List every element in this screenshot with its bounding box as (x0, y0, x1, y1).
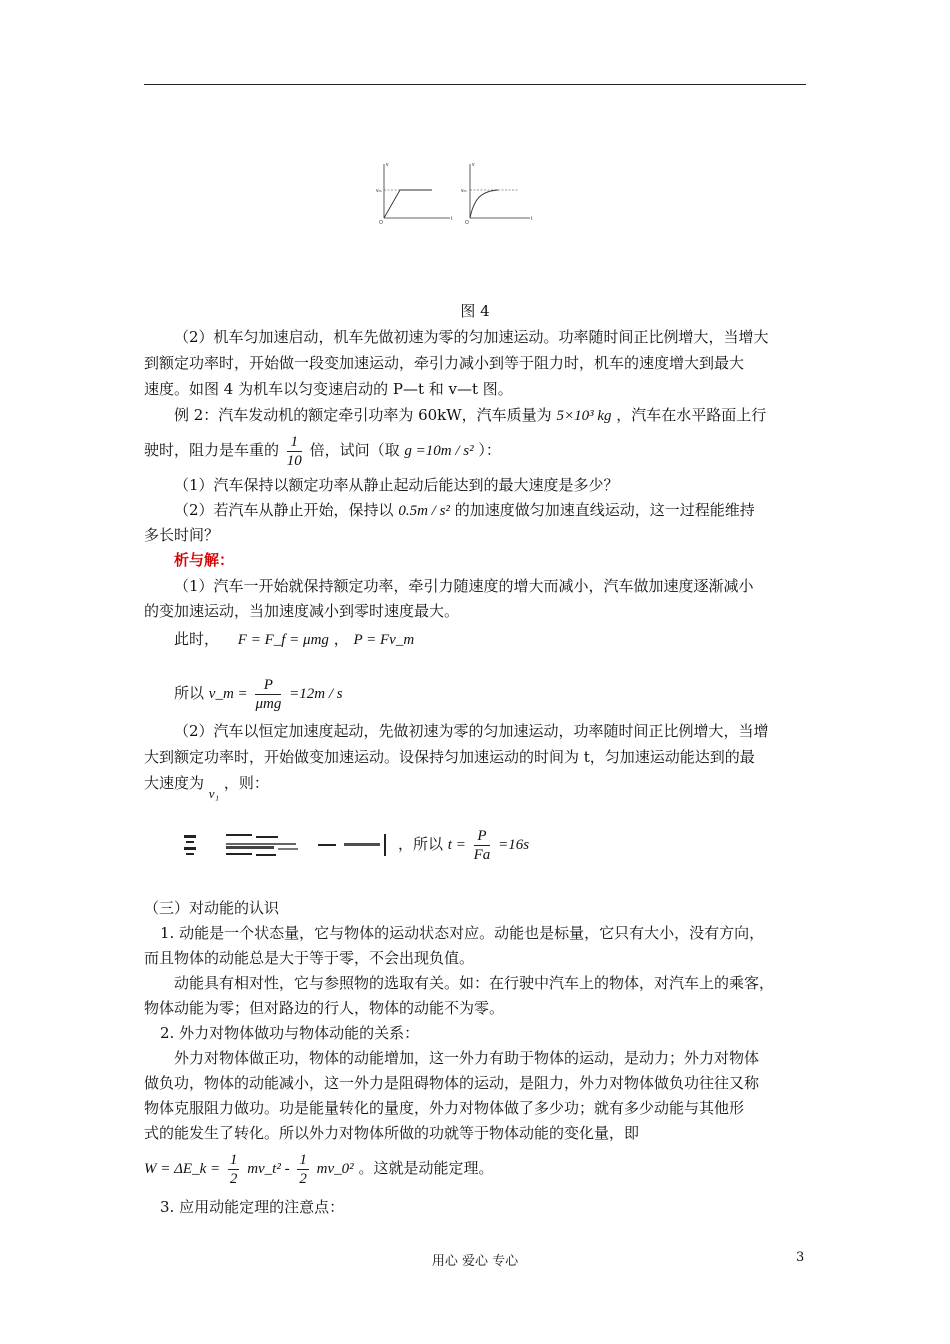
section3-title: （三）对动能的认识 (144, 899, 280, 917)
section3-p1-line2: 而且物体的动能总是大于等于零，不会出现负值。 (144, 949, 475, 967)
p-over-umg-fraction (255, 676, 281, 713)
section3-p5: 3. 应用动能定理的注意点： (160, 1198, 345, 1216)
one-tenth-fraction (287, 433, 302, 470)
left-graph (376, 162, 453, 226)
section3-p2-line2: 物体动能为零；但对路边的行人，物体的动能不为零。 (144, 999, 505, 1017)
answer2-text-b: ，则： (223, 774, 269, 792)
time-equation (398, 824, 529, 865)
vm-symbol: v_m = (208, 686, 248, 702)
para1-line1: （2）机车匀加速启动，机车先做初速为零的匀加速运动。功率随时间正比例增大，当增大 (174, 328, 769, 346)
mv-0-term: mv_0² (316, 1161, 354, 1177)
equation-line2 (174, 673, 343, 714)
fraction-denominator: 2 (229, 1170, 238, 1187)
answer2-line2: 大到额定功率时，开始做变加速运动。设保持匀加速运动的时间为 t，匀加速运动能达到的最 (144, 748, 755, 766)
section3-p4-line4: 式的能发生了转化。所以外力对物体所做的功就等于物体动能的变化量，即 (144, 1124, 640, 1142)
fraction-denominator: 2 (299, 1170, 307, 1187)
left-x-label: t (451, 216, 453, 222)
illegible-equation-system (180, 832, 390, 858)
accel-value: 0.5m / s² (398, 503, 450, 519)
power-equation: P = Fv_m (353, 632, 415, 648)
fraction-denominator: μmg (255, 695, 282, 712)
example-text-a: 例 2：汽车发动机的额定牵引功率为 60kW，汽车质量为 (174, 406, 552, 424)
half-fraction-2 (297, 1151, 309, 1188)
section3-p3: 2. 外力对物体做功与物体动能的关系： (160, 1024, 420, 1042)
footer-slogan: 用心 爱心 专心 (431, 1254, 519, 1269)
answer2-line1: （2）汽车以恒定加速度起动，先做初速为零的匀加速运动，功率随时间正比例增大，当增 (174, 722, 769, 740)
right-y-label: v (472, 162, 475, 168)
example-line2 (144, 430, 501, 471)
force-equation: F = F_f = μmg (237, 632, 329, 648)
figure-4-graphs (370, 160, 540, 228)
section3-p2-line1: 动能具有相对性，它与参照物的选取有关。如：在行驶中汽车上的物体，对汽车上的乘客， (174, 974, 775, 992)
section3-p4-line3: 物体克服阻力做功。功是能量转化的量度，外力对物体做了多少功；就有多少动能与其他形 (144, 1099, 745, 1117)
so-label: 所以 (174, 684, 205, 702)
example-text-c: 驶时，阻力是车重的 (144, 441, 280, 459)
t-result: =16s (498, 837, 530, 853)
g-value: g =10m / s² (404, 443, 474, 459)
right-val-label: vₘ (461, 188, 467, 194)
p-over-fa-fraction (474, 827, 491, 864)
t-symbol: t = (447, 837, 466, 853)
half-fraction-1 (228, 1151, 240, 1188)
mass-value: 5×10³ kg (556, 408, 612, 424)
left-val-label: vₘ (376, 188, 382, 194)
fraction-denominator: 10 (286, 452, 302, 469)
question-2-line1 (174, 499, 755, 522)
example-text-d: 倍，试问（取 (309, 441, 400, 459)
section3-p1-line1: 1. 动能是一个状态量，它与物体的运动状态对应。动能也是标量，它只有大小，没有方向， (160, 924, 765, 942)
left-origin: O (379, 220, 383, 226)
fraction-denominator: Fa (473, 846, 491, 863)
fraction-numerator: 1 (229, 1151, 238, 1168)
analysis-heading: 析与解： (174, 551, 235, 569)
question-2-text-b: 的加速度做匀加速直线运动，这一过程能维持 (454, 501, 755, 519)
theorem-lhs: W = ΔE_k = (144, 1161, 221, 1177)
figure-caption: 图 4 (460, 302, 490, 320)
answer2-line3 (144, 772, 269, 801)
right-origin: O (465, 220, 469, 226)
so-label-2: ，所以 (398, 835, 444, 853)
answer2-text-a: 大速度为 (144, 774, 205, 792)
left-y-label: v (386, 162, 389, 168)
equation-line1 (174, 628, 414, 651)
fraction-numerator: P (255, 676, 281, 695)
vm-result: =12m / s (289, 686, 343, 702)
page-number: 3 (796, 1250, 805, 1265)
section3-p4-line1: 外力对物体做正功，物体的动能增加，这一外力有助于物体的运动，是动力；外力对物体 (174, 1049, 760, 1067)
fraction-numerator: 1 (287, 433, 302, 452)
right-x-label: t (531, 216, 533, 222)
mv-t-term: mv_t² - (247, 1161, 290, 1177)
question-1: （1）汽车保持以额定功率从静止起动后能达到的最大速度是多少？ (174, 476, 619, 494)
fraction-numerator: P (474, 827, 491, 846)
answer1-line1: （1）汽车一开始就保持额定功率，牵引力随速度的增大而减小，汽车做加速度逐渐减小 (174, 577, 754, 595)
question-2-text-a: （2）若汽车从静止开始，保持以 (174, 501, 394, 519)
question-2-line2: 多长时间？ (144, 526, 220, 544)
fraction-numerator: 1 (299, 1151, 307, 1168)
header-rule (144, 84, 806, 85)
example-text-e: ）： (478, 441, 501, 459)
at-this-label: 此时， (174, 630, 220, 648)
para1-line3: 速度。如图 4 为机车以匀变速启动的 P—t 和 v—t 图。 (144, 380, 513, 398)
equation-separator: ， (333, 630, 349, 648)
example-text-b: ，汽车在水平路面上行 (616, 406, 767, 424)
theorem-tail: 。这就是动能定理。 (358, 1159, 494, 1177)
example-line1 (174, 404, 766, 427)
para1-line2: 到额定功率时，开始做一段变加速运动，牵引力减小到等于阻力时，机车的速度增大到最大 (144, 354, 745, 372)
answer1-line2: 的变加速运动，当加速度减小到零时速度最大。 (144, 602, 460, 620)
kinetic-energy-theorem (144, 1148, 493, 1189)
right-graph (461, 162, 533, 226)
v1-symbol: v₁ (208, 786, 220, 801)
section3-p4-line2: 做负功，物体的动能减小，这一外力是阻碍物体的运动，是阻力，外力对物体做负功往往又称 (144, 1074, 760, 1092)
